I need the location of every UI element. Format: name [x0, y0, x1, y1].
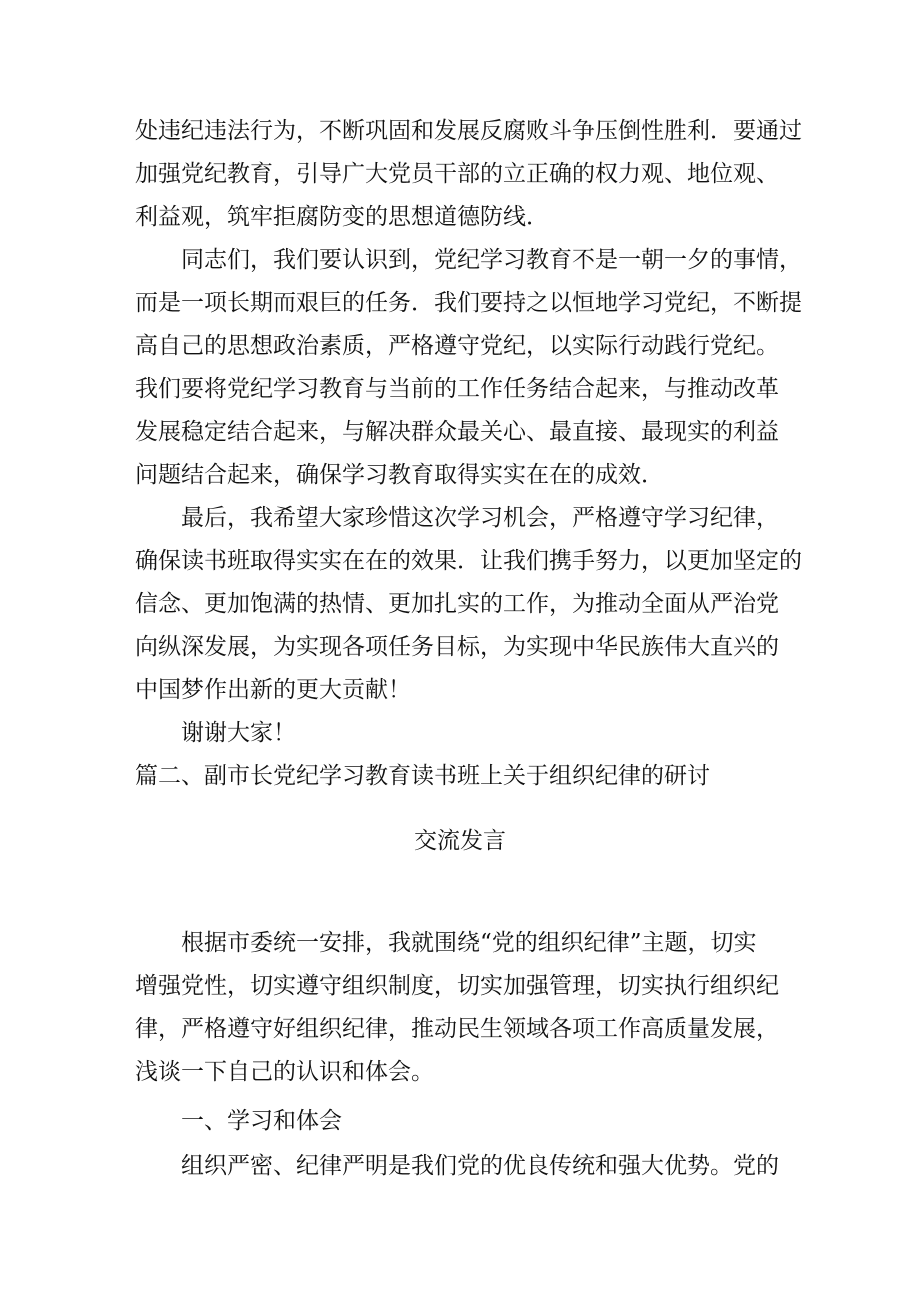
paragraph-line: 组织严密、纪律严明是我们党的优良传统和强大优势。党的	[181, 1153, 779, 1179]
paragraph-line: 处违纪违法行为，不断巩固和发展反腐败斗争压倒性胜利．要通过	[135, 118, 802, 144]
paragraph-line: 问题结合起来，确保学习教育取得实实在在的成效．	[135, 462, 664, 488]
section-title	[135, 755, 855, 798]
subheading: 一、学习和体会	[181, 1108, 342, 1134]
paragraph-line: 而是一项长期而艰巨的任务．我们要持之以恒地学习党纪，不断提	[135, 290, 802, 316]
section-title-line-1: 篇二、副市长党纪学习教育读书班上关于组织纪律的研讨	[135, 763, 710, 789]
paragraph-line: 确保读书班取得实实在在的效果．让我们携手努力，以更加坚定的	[135, 548, 802, 574]
paragraph-line: 高自己的思想政治素质，严格遵守党纪，以实际行动践行党纪。	[135, 333, 779, 359]
paragraph-2	[135, 239, 802, 497]
section-title-line-2: 交流发言	[414, 828, 506, 854]
paragraph-line: 向纵深发展，为实现各项任务目标，为实现中华民族伟大直兴的	[135, 634, 779, 660]
paragraph-line: 根据市委统一安排，我就围绕“党的组织纪律”主题，切实	[181, 930, 757, 956]
paragraph-line: 律，严格遵守好组织纪律，推动民生领域各项工作高质量发展，	[135, 1016, 779, 1042]
paragraph-3	[135, 497, 802, 712]
paragraph-line: 同志们，我们要认识到，党纪学习教育不是一朝一夕的事情，	[181, 247, 802, 273]
paragraph-line: 中国梦作出新的更大贡献！	[135, 677, 411, 703]
paragraph-line: 浅谈一下自己的认识和体会。	[135, 1059, 434, 1085]
closing-paragraph	[135, 712, 795, 755]
paragraph-5	[135, 1145, 795, 1188]
paragraph-line: 我们要将党纪学习教育与当前的工作任务结合起来，与推动改革	[135, 376, 779, 402]
subheading-block	[135, 1100, 795, 1143]
paragraph-line: 利益观，筑牢拒腐防变的思想道德防线．	[135, 204, 549, 230]
paragraph-continued	[135, 110, 802, 239]
paragraph-line: 最后，我希望大家珍惜这次学习机会，严格遵守学习纪律，	[181, 505, 779, 531]
closing-text: 谢谢大家！	[181, 720, 296, 746]
paragraph-line: 发展稳定结合起来，与解决群众最关心、最直接、最现实的利益	[135, 419, 779, 445]
section-title-line-2-wrap	[0, 820, 920, 863]
paragraph-line: 增强党性，切实遵守组织制度，切实加强管理，切实执行组织纪	[135, 973, 779, 999]
paragraph-line: 信念、更加饱满的热情、更加扎实的工作，为推动全面从严治党	[135, 591, 779, 617]
paragraph-line: 加强党纪教育，引导广大党员干部的立正确的权力观、地位观、	[135, 161, 779, 187]
paragraph-4	[135, 922, 795, 1094]
